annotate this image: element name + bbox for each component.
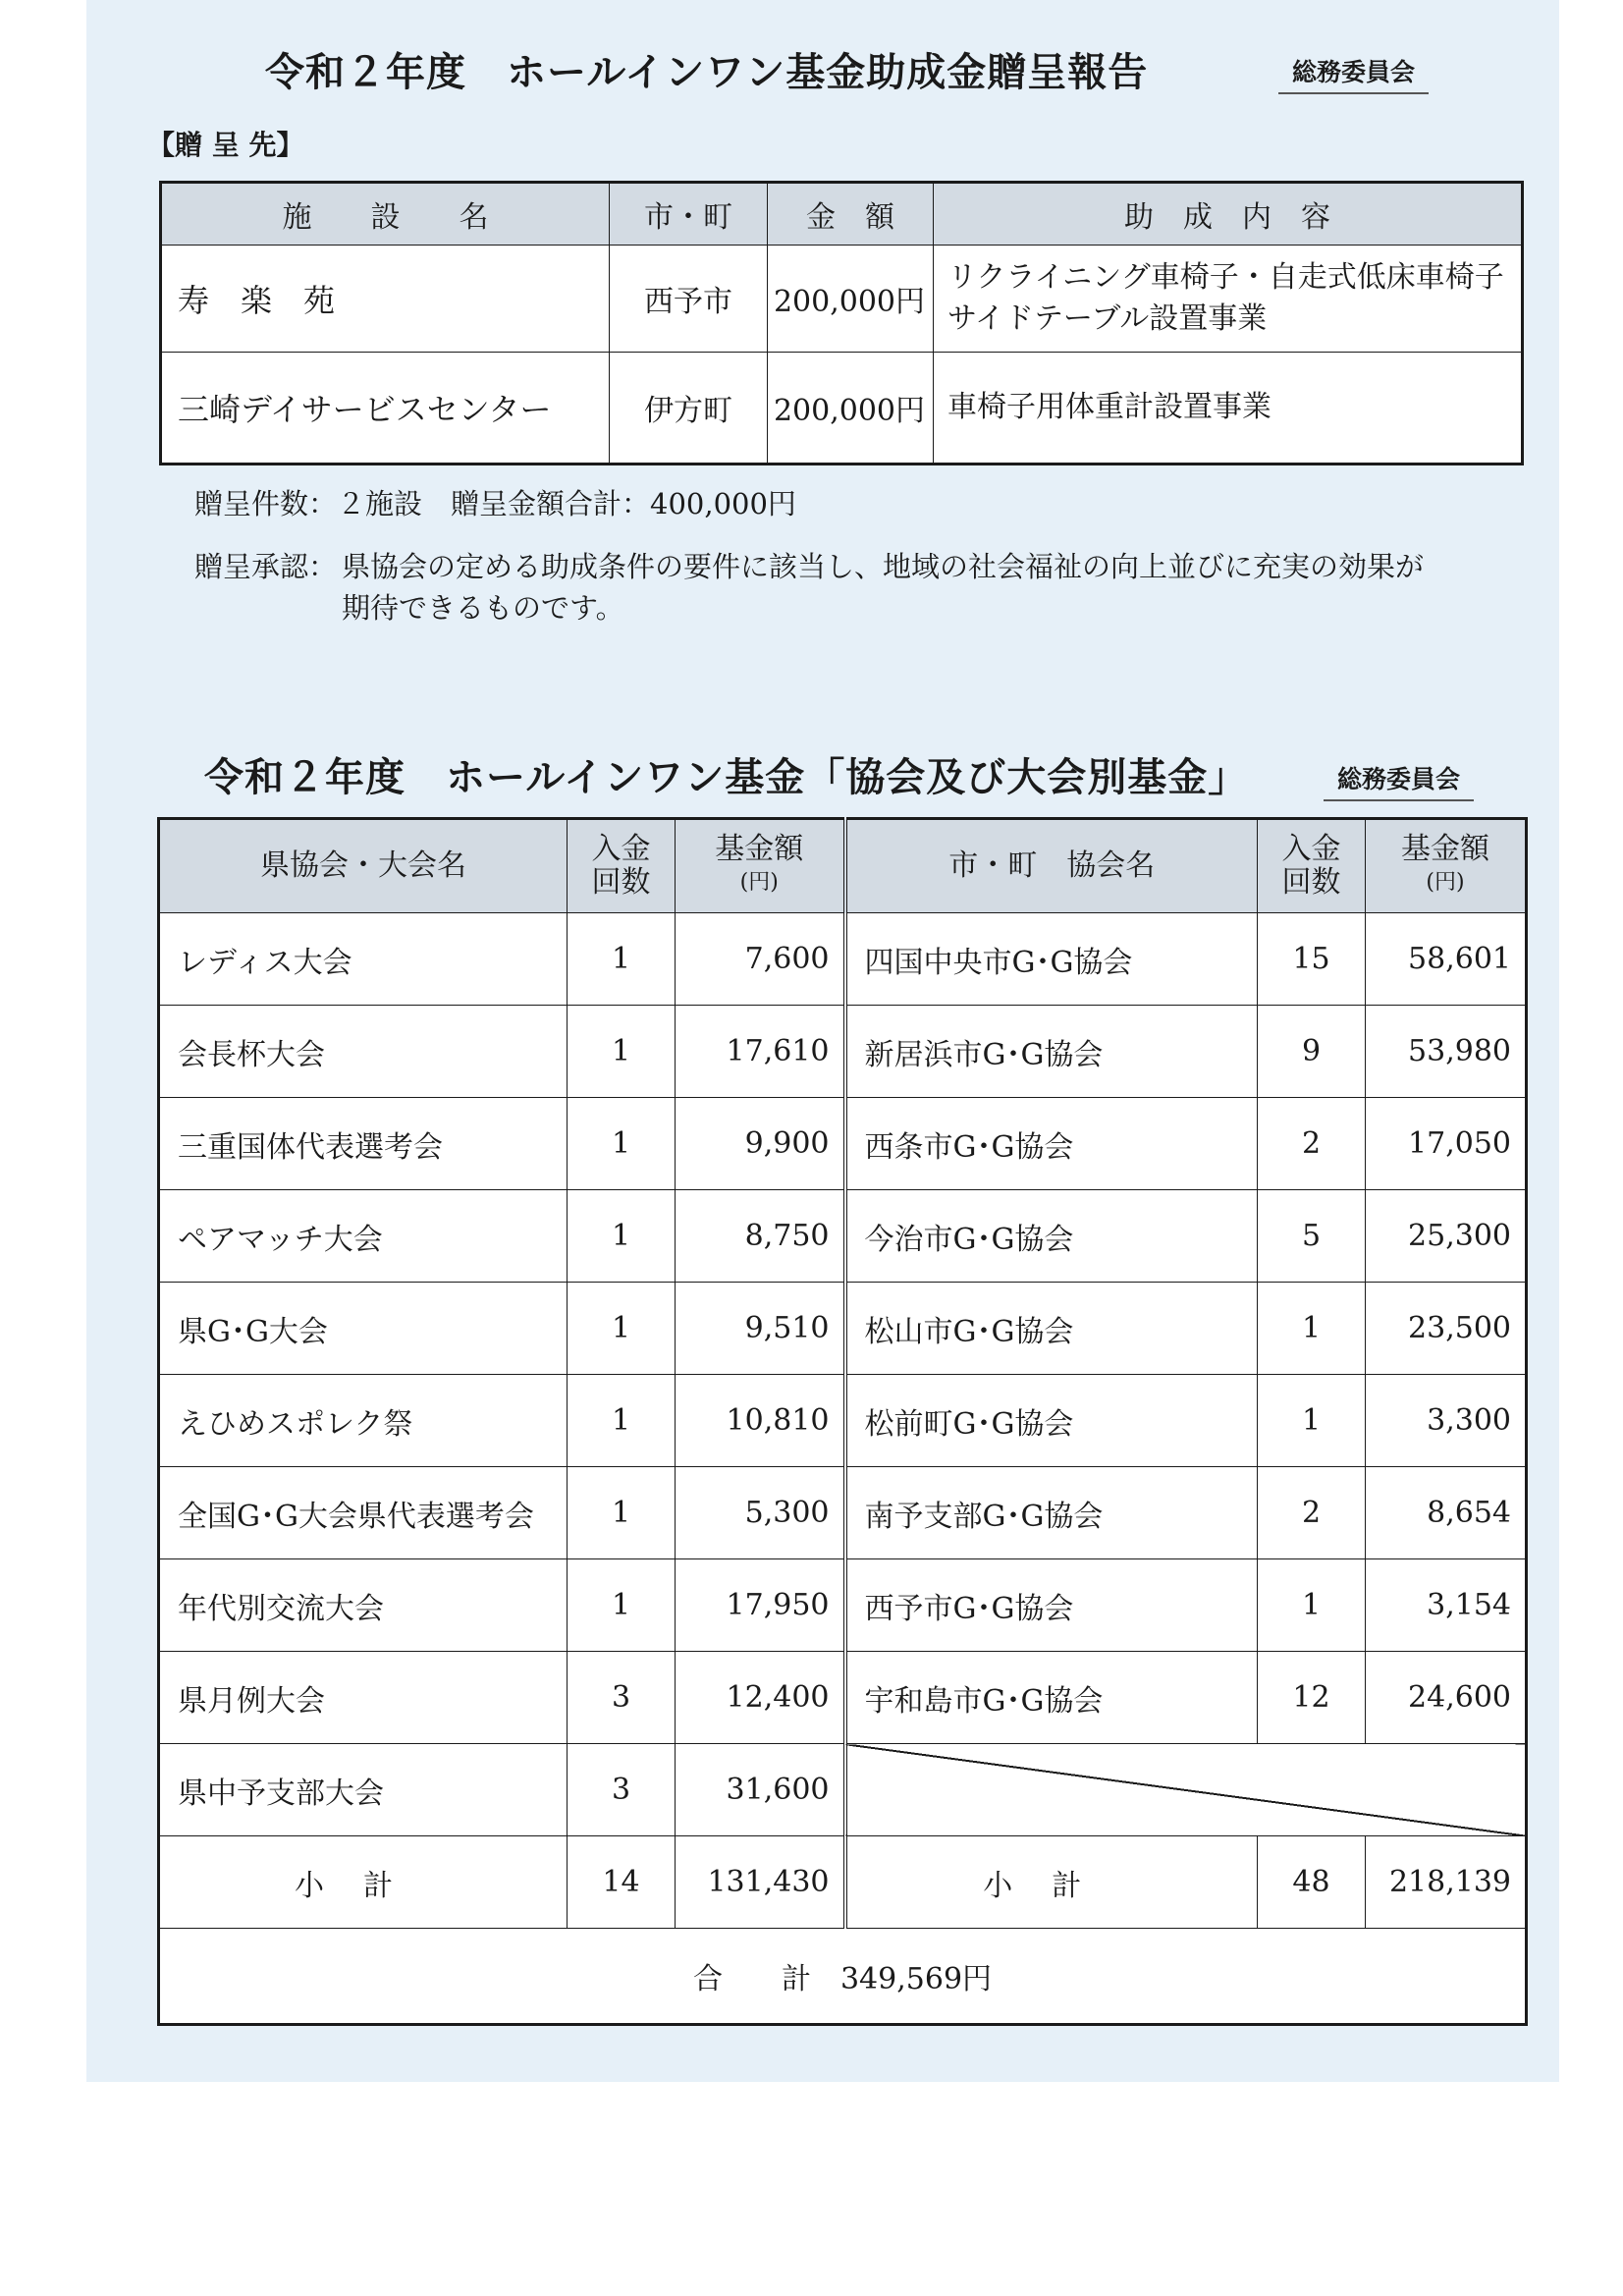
deposit-count: 9 bbox=[1258, 1006, 1366, 1098]
deposit-count: 15 bbox=[1258, 913, 1366, 1006]
recipients-table bbox=[159, 181, 1524, 465]
table-row bbox=[159, 1190, 1527, 1283]
fund-amount: 3,300 bbox=[1366, 1375, 1527, 1467]
fund-amount: 3,154 bbox=[1366, 1559, 1527, 1652]
content-line: サイドテーブル設置事業 bbox=[947, 301, 1268, 336]
subtotal-amount: 131,430 bbox=[676, 1836, 845, 1929]
fund-name: 会長杯大会 bbox=[159, 1006, 568, 1098]
fund-amount: 10,810 bbox=[676, 1375, 845, 1467]
approval-text-line1: 県協会の定める助成条件の要件に該当し、地域の社会福祉の向上並びに充実の効果が bbox=[342, 550, 1425, 583]
header-unit: (円) bbox=[1426, 870, 1465, 895]
facility-content bbox=[934, 246, 1523, 353]
recipients-label: 【贈 呈 先】 bbox=[147, 129, 304, 161]
deposit-count: 1 bbox=[1258, 1375, 1366, 1467]
facility-amount: 200,000円 bbox=[768, 246, 934, 353]
table-header-row bbox=[159, 819, 1527, 913]
table-row bbox=[161, 353, 1523, 465]
fund-table bbox=[157, 817, 1528, 2026]
fund-amount: 58,601 bbox=[1366, 913, 1527, 1006]
subtotal-label: 小計 bbox=[845, 1836, 1258, 1929]
header-count-line: 回数 bbox=[1281, 865, 1341, 900]
header-content: 助 成 内 容 bbox=[934, 183, 1523, 246]
deposit-count: 5 bbox=[1258, 1190, 1366, 1283]
association-name: 新居浜市G･G協会 bbox=[845, 1006, 1258, 1098]
facility-content bbox=[934, 353, 1523, 465]
header-left-name: 県協会・大会名 bbox=[159, 819, 568, 913]
deposit-count: 2 bbox=[1258, 1098, 1366, 1190]
deposit-count: 1 bbox=[568, 1283, 676, 1375]
table-header-row bbox=[161, 183, 1523, 246]
fund-amount: 31,600 bbox=[676, 1744, 845, 1836]
table-row bbox=[161, 246, 1523, 353]
facility-city: 西予市 bbox=[610, 246, 768, 353]
report1-department: 総務委員会 bbox=[1278, 53, 1429, 94]
table-row bbox=[159, 1744, 1527, 1836]
header-right-name: 市・町 協会名 bbox=[845, 819, 1258, 913]
grand-total: 合 計 349,569円 bbox=[159, 1929, 1527, 2025]
header-left-count bbox=[568, 819, 676, 913]
header-right-count bbox=[1258, 819, 1366, 913]
subtotal-count: 14 bbox=[568, 1836, 676, 1929]
fund-name: 年代別交流大会 bbox=[159, 1559, 568, 1652]
approval-label: 贈呈承認： bbox=[194, 550, 338, 583]
subtotal-label: 小計 bbox=[159, 1836, 568, 1929]
fund-amount: 12,400 bbox=[676, 1652, 845, 1744]
deposit-count: 12 bbox=[1258, 1652, 1366, 1744]
header-count-line: 回数 bbox=[591, 865, 651, 900]
report2-department: 総務委員会 bbox=[1324, 760, 1474, 801]
association-name: 今治市G･G協会 bbox=[845, 1190, 1258, 1283]
header-city: 市・町 bbox=[610, 183, 768, 246]
fund-amount: 7,600 bbox=[676, 913, 845, 1006]
facility-amount: 200,000円 bbox=[768, 353, 934, 465]
count-summary: 贈呈件数：２施設 贈呈金額合計：400,000円 bbox=[194, 487, 796, 520]
deposit-count: 1 bbox=[568, 1098, 676, 1190]
total-row bbox=[159, 1929, 1527, 2025]
approval-text-line2: 期待できるものです。 bbox=[342, 591, 624, 625]
report1-title: 令和２年度 ホールインワン基金助成金贈呈報告 bbox=[265, 50, 1149, 95]
header-unit: (円) bbox=[739, 870, 779, 895]
fund-amount: 5,300 bbox=[676, 1467, 845, 1559]
deposit-count: 1 bbox=[568, 1006, 676, 1098]
association-name: 西予市G･G協会 bbox=[845, 1559, 1258, 1652]
empty-diagonal-cell bbox=[845, 1744, 1527, 1836]
fund-name: 全国G･G大会県代表選考会 bbox=[159, 1467, 568, 1559]
table-row bbox=[159, 1098, 1527, 1190]
header-facility: 施 設 名 bbox=[161, 183, 610, 246]
fund-name: ペアマッチ大会 bbox=[159, 1190, 568, 1283]
association-name: 松前町G･G協会 bbox=[845, 1375, 1258, 1467]
association-name: 南予支部G･G協会 bbox=[845, 1467, 1258, 1559]
header-right-amount bbox=[1366, 819, 1527, 913]
fund-amount: 17,950 bbox=[676, 1559, 845, 1652]
content-line: リクライニング車椅子・自走式低床車椅子 bbox=[947, 260, 1504, 295]
fund-amount: 8,654 bbox=[1366, 1467, 1527, 1559]
association-name: 四国中央市G･G協会 bbox=[845, 913, 1258, 1006]
facility-name: 三崎デイサービスセンター bbox=[161, 353, 610, 465]
table-row bbox=[159, 1467, 1527, 1559]
deposit-count: 3 bbox=[568, 1744, 676, 1836]
deposit-count: 3 bbox=[568, 1652, 676, 1744]
header-count-line: 入金 bbox=[1281, 832, 1341, 866]
content-line: 車椅子用体重計設置事業 bbox=[947, 390, 1271, 424]
fund-name: 三重国体代表選考会 bbox=[159, 1098, 568, 1190]
header-count-line: 入金 bbox=[591, 832, 651, 866]
fund-name: 県G･G大会 bbox=[159, 1283, 568, 1375]
subtotal-amount: 218,139 bbox=[1366, 1836, 1527, 1929]
fund-name: えひめスポレク祭 bbox=[159, 1375, 568, 1467]
header-left-amount bbox=[676, 819, 845, 913]
report2-title: 令和２年度 ホールインワン基金「協会及び大会別基金」 bbox=[204, 755, 1249, 800]
association-name: 西条市G･G協会 bbox=[845, 1098, 1258, 1190]
fund-amount: 8,750 bbox=[676, 1190, 845, 1283]
deposit-count: 1 bbox=[568, 1467, 676, 1559]
table-row bbox=[159, 1559, 1527, 1652]
deposit-count: 1 bbox=[568, 1375, 676, 1467]
fund-amount: 9,510 bbox=[676, 1283, 845, 1375]
deposit-count: 2 bbox=[1258, 1467, 1366, 1559]
table-row bbox=[159, 1652, 1527, 1744]
subtotal-row bbox=[159, 1836, 1527, 1929]
deposit-count: 1 bbox=[568, 913, 676, 1006]
fund-amount: 17,050 bbox=[1366, 1098, 1527, 1190]
deposit-count: 1 bbox=[568, 1190, 676, 1283]
fund-name: レディス大会 bbox=[159, 913, 568, 1006]
fund-amount: 17,610 bbox=[676, 1006, 845, 1098]
fund-amount: 9,900 bbox=[676, 1098, 845, 1190]
facility-name: 寿 楽 苑 bbox=[161, 246, 610, 353]
table-row bbox=[159, 913, 1527, 1006]
fund-amount: 53,980 bbox=[1366, 1006, 1527, 1098]
deposit-count: 1 bbox=[1258, 1283, 1366, 1375]
deposit-count: 1 bbox=[568, 1559, 676, 1652]
subtotal-count: 48 bbox=[1258, 1836, 1366, 1929]
header-amount-label: 基金額 bbox=[715, 832, 804, 866]
table-row bbox=[159, 1283, 1527, 1375]
fund-amount: 25,300 bbox=[1366, 1190, 1527, 1283]
association-name: 宇和島市G･G協会 bbox=[845, 1652, 1258, 1744]
association-name: 松山市G･G協会 bbox=[845, 1283, 1258, 1375]
table-row bbox=[159, 1375, 1527, 1467]
facility-city: 伊方町 bbox=[610, 353, 768, 465]
table-row bbox=[159, 1006, 1527, 1098]
deposit-count: 1 bbox=[1258, 1559, 1366, 1652]
fund-amount: 24,600 bbox=[1366, 1652, 1527, 1744]
header-amount: 金 額 bbox=[768, 183, 934, 246]
fund-name: 県月例大会 bbox=[159, 1652, 568, 1744]
fund-amount: 23,500 bbox=[1366, 1283, 1527, 1375]
header-amount-label: 基金額 bbox=[1401, 832, 1489, 866]
fund-name: 県中予支部大会 bbox=[159, 1744, 568, 1836]
